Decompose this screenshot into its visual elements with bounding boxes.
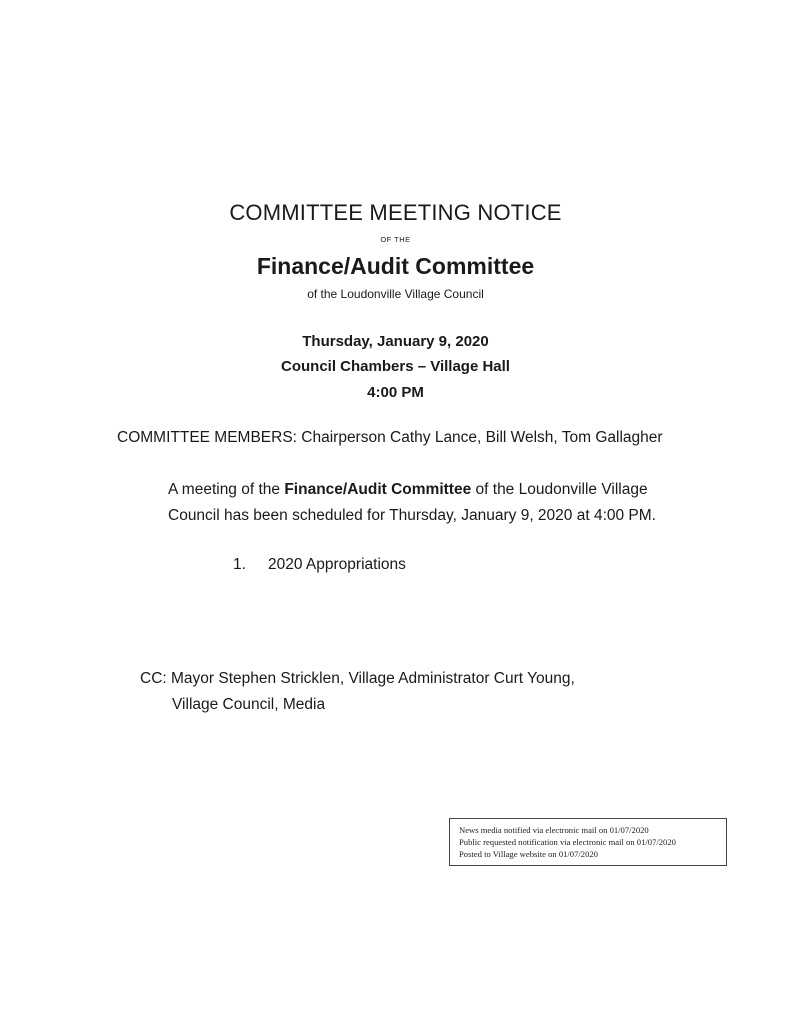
- body-prefix: A meeting of the: [168, 481, 285, 498]
- notification-line: News media notified via electronic mail on 01/07/2020: [459, 825, 649, 835]
- notice-title: COMMITTEE MEETING NOTICE: [229, 200, 562, 225]
- of-the-label: OF THE: [380, 235, 411, 244]
- notification-line: Public requested notification via electronic mail on 01/07/2020: [459, 837, 676, 847]
- agenda-item-number: 1.: [233, 556, 246, 573]
- cc-line1: CC: Mayor Stephen Stricklen, Village Administrator Curt Young,: [140, 670, 575, 687]
- cc-line2: Village Council, Media: [172, 696, 326, 713]
- body-paragraph-line1: [168, 481, 648, 499]
- body-suffix: of the Loudonville Village: [471, 481, 648, 498]
- council-line: of the Loudonville Village Council: [307, 287, 484, 301]
- meeting-date: Thursday, January 9, 2020: [302, 333, 489, 350]
- meeting-time: 4:00 PM: [367, 384, 424, 401]
- agenda-item-label: 2020 Appropriations: [268, 556, 406, 573]
- body-paragraph-line2: Council has been scheduled for Thursday, January 9, 2020 at 4:00 PM.: [168, 507, 656, 524]
- notification-box: [449, 818, 727, 866]
- body-committee-bold: Finance/Audit Committee: [284, 481, 472, 498]
- committee-members: COMMITTEE MEMBERS: Chairperson Cathy Lance, Bill Welsh, Tom Gallagher: [117, 429, 663, 446]
- committee-name: Finance/Audit Committee: [256, 253, 535, 279]
- meeting-location: Council Chambers – Village Hall: [281, 358, 510, 375]
- agenda-item: [233, 556, 406, 574]
- notification-line: Posted to Village website on 01/07/2020: [459, 849, 598, 859]
